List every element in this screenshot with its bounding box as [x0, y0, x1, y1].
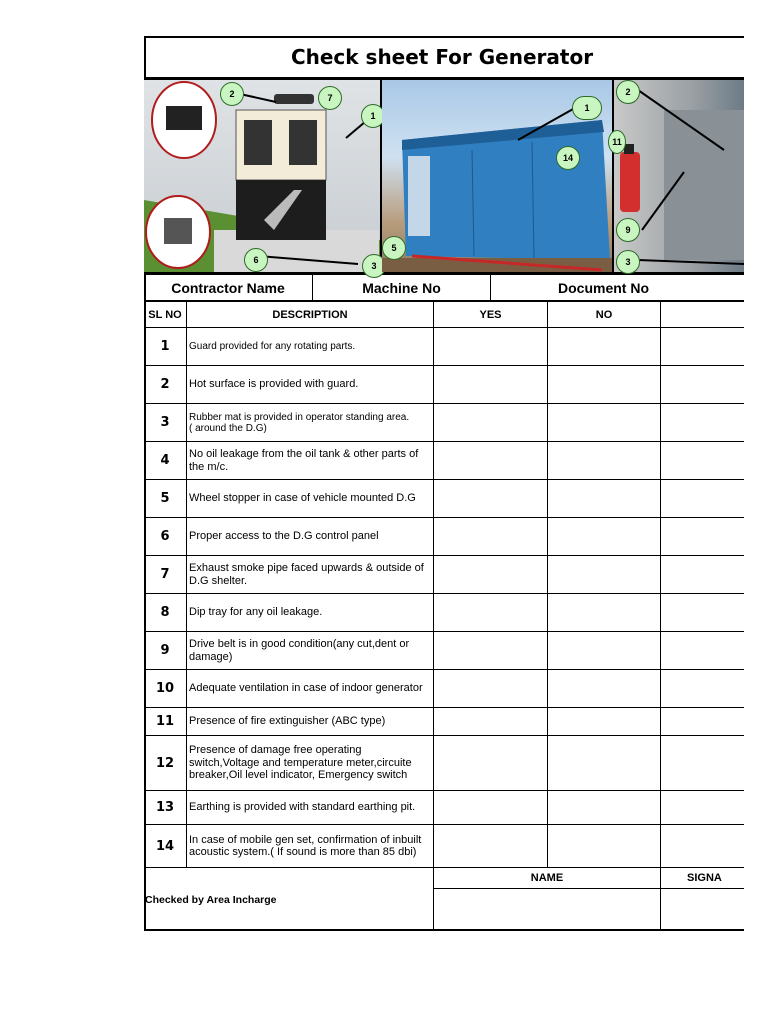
item-number: 4: [160, 453, 170, 468]
item-description: Drive belt is in good condition(any cut,dent or damage): [186, 632, 433, 669]
callout-badge: 5: [382, 236, 406, 260]
photo-strip: [144, 77, 744, 275]
item-number: 14: [155, 838, 175, 854]
engine-photo: [614, 80, 744, 272]
checklist-row: [144, 480, 744, 518]
item-description: Earthing is provided with standard earthing pit.: [186, 791, 433, 824]
checklist-row: [144, 328, 744, 366]
checklist-row: [144, 556, 744, 594]
callout-badge: 11: [608, 130, 626, 154]
engine-image: [614, 80, 744, 272]
no-checkbox-cell[interactable]: [547, 736, 660, 790]
description-header: DESCRIPTION: [186, 302, 433, 327]
no-checkbox-cell[interactable]: [547, 556, 660, 593]
column-header-row: [144, 301, 744, 328]
item-description: Hot surface is provided with guard.: [186, 366, 433, 403]
yes-checkbox-cell[interactable]: [433, 518, 547, 555]
yes-header: YES: [433, 302, 547, 327]
info-row: [144, 275, 744, 301]
checklist-row: [144, 791, 744, 825]
remarks-cell[interactable]: [660, 791, 744, 824]
checklist-row: [144, 594, 744, 632]
no-checkbox-cell[interactable]: [547, 518, 660, 555]
yes-checkbox-cell[interactable]: [433, 594, 547, 631]
remarks-cell[interactable]: [660, 480, 744, 517]
item-number: 10: [155, 681, 175, 696]
blue-generator-photo: [382, 80, 614, 272]
yes-checkbox-cell[interactable]: [433, 404, 547, 441]
yes-checkbox-cell[interactable]: [433, 670, 547, 707]
no-checkbox-cell[interactable]: [547, 708, 660, 735]
machine-no-label: Machine No: [312, 275, 490, 300]
checklist-row: [144, 825, 744, 868]
remarks-cell[interactable]: [660, 328, 744, 365]
item-description: Presence of damage free operating switch,Voltage and temperature meter,circuite breaker,Oil level indicator, Emergency switch: [186, 736, 433, 790]
callout-badge: 2: [616, 80, 640, 104]
remarks-cell[interactable]: [660, 670, 744, 707]
checklist-row: [144, 518, 744, 556]
no-checkbox-cell[interactable]: [547, 442, 660, 479]
no-checkbox-cell[interactable]: [547, 328, 660, 365]
remarks-cell[interactable]: [660, 404, 744, 441]
item-number: 7: [160, 567, 170, 582]
yes-checkbox-cell[interactable]: [433, 708, 547, 735]
item-number: 11: [155, 714, 175, 729]
item-number: 5: [160, 491, 170, 506]
signature-column: [660, 868, 744, 931]
no-checkbox-cell[interactable]: [547, 404, 660, 441]
checklist-row: [144, 366, 744, 404]
item-description: Adequate ventilation in case of indoor generator: [186, 670, 433, 707]
callout-badge: 14: [556, 146, 580, 170]
checklist-row: [144, 632, 744, 670]
callout-badge: 1: [361, 104, 385, 128]
item-number: 3: [160, 415, 170, 430]
remarks-cell[interactable]: [660, 632, 744, 669]
checklist-row: [144, 736, 744, 791]
remarks-cell[interactable]: [660, 708, 744, 735]
callout-badge: 7: [318, 86, 342, 110]
remarks-cell[interactable]: [660, 556, 744, 593]
yes-checkbox-cell[interactable]: [433, 328, 547, 365]
signature-field[interactable]: [661, 889, 744, 931]
item-description: Rubber mat is provided in operator standing area. ( around the D.G): [186, 404, 433, 441]
callout-badge: 3: [362, 254, 386, 278]
remarks-cell[interactable]: [660, 442, 744, 479]
callout-badge: 6: [244, 248, 268, 272]
remarks-header: [660, 302, 744, 327]
sheet-title: Check sheet For Generator: [290, 45, 594, 69]
callout-badge: 3: [616, 250, 640, 274]
no-header: NO: [547, 302, 660, 327]
remarks-cell[interactable]: [660, 736, 744, 790]
yes-checkbox-cell[interactable]: [433, 480, 547, 517]
no-checkbox-cell[interactable]: [547, 825, 660, 867]
remarks-cell[interactable]: [660, 594, 744, 631]
contractor-name-label: Contractor Name: [171, 279, 285, 296]
item-description: Guard provided for any rotating parts.: [186, 328, 433, 365]
item-description: Proper access to the D.G control panel: [186, 518, 433, 555]
no-checkbox-cell[interactable]: [547, 791, 660, 824]
no-checkbox-cell[interactable]: [547, 366, 660, 403]
yes-checkbox-cell[interactable]: [433, 366, 547, 403]
yes-checkbox-cell[interactable]: [433, 736, 547, 790]
callout-badge: 9: [616, 218, 640, 242]
yes-checkbox-cell[interactable]: [433, 632, 547, 669]
item-number: 2: [160, 377, 170, 392]
item-description: In case of mobile gen set, confirmation of inbuilt acoustic system.( If sound is more than 85 dbi): [186, 825, 433, 867]
no-checkbox-cell[interactable]: [547, 480, 660, 517]
item-description: Exhaust smoke pipe faced upwards & outside of D.G shelter.: [186, 556, 433, 593]
document-no-label: Document No: [490, 275, 716, 300]
item-description: Presence of fire extinguisher (ABC type): [186, 708, 433, 735]
checked-by-label: Checked by Area Incharge: [145, 893, 277, 906]
item-number: 1: [160, 339, 170, 354]
generator-diagram-photo: [144, 80, 382, 272]
checklist-row: [144, 708, 744, 736]
no-checkbox-cell[interactable]: [547, 632, 660, 669]
footer-row: [144, 868, 744, 931]
remarks-cell[interactable]: [660, 825, 744, 867]
no-checkbox-cell[interactable]: [547, 670, 660, 707]
yes-checkbox-cell[interactable]: [433, 556, 547, 593]
item-number: 6: [160, 529, 170, 544]
yes-checkbox-cell[interactable]: [433, 825, 547, 867]
item-number: 8: [160, 605, 170, 620]
check-sheet: [144, 36, 722, 932]
item-number: 13: [155, 800, 175, 815]
item-description: No oil leakage from the oil tank & other parts of the m/c.: [186, 442, 433, 479]
callout-badge: 1: [572, 96, 602, 120]
checklist-row: [144, 442, 744, 480]
signature-header: SIGNA: [661, 868, 744, 889]
item-number: 12: [155, 755, 175, 771]
sl-no-header: SL NO: [148, 308, 182, 321]
yes-checkbox-cell[interactable]: [433, 791, 547, 824]
generator-illustration: [144, 80, 380, 272]
item-description: Dip tray for any oil leakage.: [186, 594, 433, 631]
name-column: [433, 868, 660, 931]
name-header: NAME: [434, 868, 660, 889]
callout-badge: 2: [220, 82, 244, 106]
checklist-row: [144, 670, 744, 708]
item-number: 9: [160, 643, 170, 658]
remarks-cell[interactable]: [660, 518, 744, 555]
yes-checkbox-cell[interactable]: [433, 442, 547, 479]
checklist-row: [144, 404, 744, 442]
remarks-cell[interactable]: [660, 366, 744, 403]
item-description: Wheel stopper in case of vehicle mounted D.G: [186, 480, 433, 517]
no-checkbox-cell[interactable]: [547, 594, 660, 631]
name-field[interactable]: [434, 889, 660, 931]
